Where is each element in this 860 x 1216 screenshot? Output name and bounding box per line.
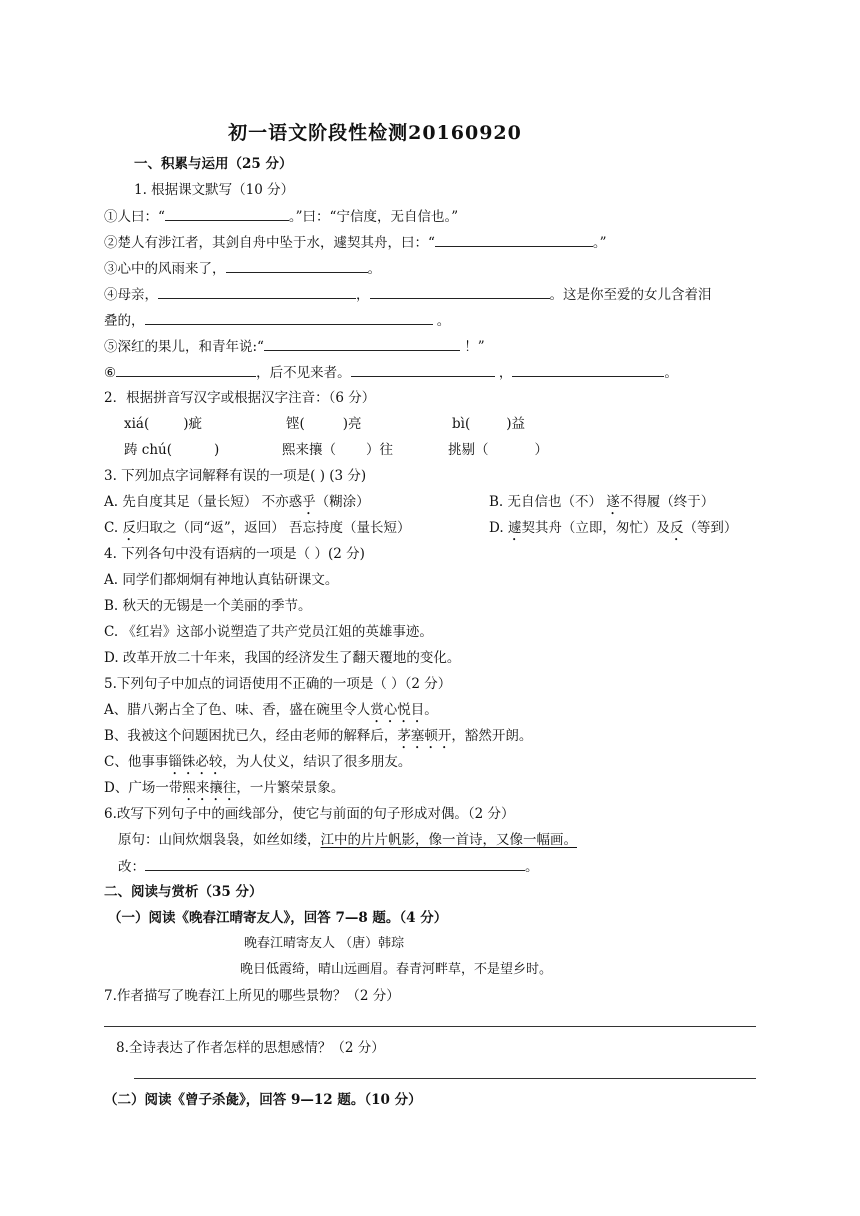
- text: ）: [534, 442, 548, 458]
- text: C.: [104, 520, 123, 536]
- answer-blank[interactable]: [351, 362, 495, 377]
- text: 。这是你至爱的女儿含着泪: [549, 287, 712, 303]
- text: A、腊八粥占全了色、味、香，盛在碗里令人: [104, 702, 371, 718]
- question-label: 8.全诗表达了作者怎样的思想感情？（2 分）: [116, 1040, 385, 1056]
- text: 。: [367, 261, 381, 277]
- text: 。: [525, 859, 539, 875]
- text: ，豁然开朗。: [451, 728, 533, 744]
- text: 熙来攘（: [282, 442, 336, 458]
- dotted-phrase: 茅塞顿开: [397, 728, 452, 744]
- question-label: 7.作者描写了晚春江上所见的哪些景物？（2 分）: [104, 988, 400, 1004]
- dotted-phrase: 锱铢必较: [168, 754, 223, 770]
- text: 。: [664, 365, 678, 381]
- dictation-line-6: [104, 362, 678, 383]
- text: ): [214, 442, 220, 458]
- text: 不得履（终于）: [619, 494, 715, 510]
- dotted-char: 反: [669, 520, 684, 536]
- option-c: [104, 518, 411, 544]
- question-label: 1. 根据课文默写（10 分）: [134, 182, 295, 198]
- dictation-line-5: [104, 336, 485, 357]
- text: ③心中的风雨来了，: [104, 261, 226, 277]
- page-title: 初一语文阶段性检测20160920: [228, 122, 522, 144]
- text: 。: [432, 313, 451, 329]
- revision-line: [118, 856, 539, 877]
- text: （糊涂）: [315, 494, 370, 510]
- text: ⑤深红的果儿，和青年说:“: [104, 339, 264, 355]
- pinyin-item: [452, 414, 525, 434]
- text: )益: [506, 416, 526, 432]
- dictation-line-2: [104, 232, 607, 253]
- question-label: 4. 下列各句中没有语病的一项是（ ）(2 分): [104, 546, 365, 562]
- text: )亮: [342, 416, 362, 432]
- answer-blank[interactable]: [370, 284, 550, 299]
- text: 契其舟（立即，匆忙）及: [521, 520, 670, 536]
- pinyin-item: [286, 414, 362, 434]
- original-sentence: [118, 830, 577, 850]
- answer-blank[interactable]: [165, 206, 289, 221]
- option-b: B. 秋天的无锡是一个美丽的季节。: [104, 598, 312, 614]
- text: 踌 chú(: [124, 442, 173, 458]
- text: D.: [489, 520, 508, 536]
- section-heading: 一、积累与运用（25 分）: [134, 156, 293, 172]
- text: B、我被这个问题困扰已久，经由老师的解释后，: [104, 728, 398, 744]
- text: ④母亲，: [104, 287, 158, 303]
- dictation-line-1: [104, 206, 458, 227]
- pinyin-item: [282, 440, 393, 460]
- answer-blank[interactable]: [116, 362, 256, 377]
- poem-title: 晚春江晴寄友人 （唐）韩琮: [244, 936, 405, 951]
- section-heading: 二、阅读与赏析（35 分）: [104, 884, 263, 900]
- dotted-char: 遽: [507, 520, 522, 536]
- text: )疵: [183, 416, 203, 432]
- pinyin-item: [124, 440, 219, 460]
- text: ，: [494, 365, 513, 381]
- text: ，为人仗义，结识了很多朋友。: [222, 754, 412, 770]
- text: bì(: [452, 416, 471, 432]
- question-label: 6.改写下列句子中的画线部分，使它与前面的句子形成对偶。（2 分）: [104, 806, 515, 822]
- question-label: 3. 下列加点字词解释有误的一项是( ) (3 分): [104, 468, 367, 484]
- text: （等到）: [683, 520, 738, 536]
- answer-blank[interactable]: [512, 362, 664, 377]
- option-a: A. 同学们都炯炯有神地认真钻研课文。: [104, 572, 339, 588]
- pinyin-item: [124, 414, 202, 434]
- dotted-phrase: 熙来攘往: [182, 780, 237, 796]
- dotted-phrase: 赏心悦目: [370, 702, 425, 718]
- dotted-char: 反: [122, 520, 136, 536]
- text: 。”: [592, 235, 607, 251]
- text: ，后不见来者。: [256, 365, 351, 381]
- option-a: [104, 492, 370, 518]
- dotted-char: 乎: [302, 494, 316, 510]
- text: ②楚人有涉江者，其剑自舟中坠于水，遽契其舟，曰：“: [104, 235, 435, 251]
- text: A. 先自度其足（量长短） 不亦惑: [104, 494, 303, 510]
- reading-heading: （一）阅读《晚春江晴寄友人》，回答 7—8 题。（4 分）: [108, 910, 448, 926]
- text: ，: [356, 287, 370, 303]
- text: 改：: [118, 859, 145, 875]
- text: xiá(: [124, 416, 150, 432]
- text: ，一片繁荣景象。: [236, 780, 345, 796]
- text: ⑥: [104, 365, 117, 381]
- text: ）往: [366, 442, 393, 458]
- answer-blank[interactable]: [264, 336, 460, 351]
- option-c: C. 《红岩》这部小说塑造了共产党员江姐的英雄事迹。: [104, 624, 433, 640]
- text: 。: [424, 702, 438, 718]
- reading-heading: （二）阅读《曾子杀彘》，回答 9—12 题。（10 分）: [104, 1092, 422, 1108]
- text: 铿(: [286, 416, 305, 432]
- question-label: 5.下列句子中加点的词语使用不正确的一项是（ ）（2 分）: [104, 676, 452, 692]
- text: 归取之（同“返”，返回） 吾忘持度（量长短）: [135, 520, 411, 536]
- answer-blank[interactable]: [158, 284, 356, 299]
- underlined-text: 江中的片片帆影，像一首诗，又像一幅画。: [320, 832, 577, 848]
- option-d: [489, 518, 737, 544]
- option-b: [489, 492, 714, 518]
- question-label: 2．根据拼音写汉字或根据汉字注音：（6 分）: [104, 390, 376, 406]
- text: ①人曰：“: [104, 209, 165, 225]
- dictation-line-4: [104, 284, 712, 305]
- option-c: [104, 752, 411, 778]
- text: D、广场一带: [104, 780, 183, 796]
- text: 原句：山间炊烟袅袅，如丝如缕，: [118, 832, 321, 848]
- text: ！”: [459, 339, 485, 355]
- dictation-line-3: [104, 258, 381, 279]
- dotted-char: 遂: [606, 494, 620, 510]
- option-d: D. 改革开放二十年来，我国的经济发生了翻天覆地的变化。: [104, 650, 461, 666]
- dictation-line-4-cont: [104, 310, 450, 331]
- option-d: [104, 778, 344, 804]
- text: 。”曰：“宁信度，无自信也。”: [288, 209, 459, 225]
- answer-line[interactable]: [134, 1078, 756, 1079]
- option-a: [104, 700, 438, 726]
- answer-blank[interactable]: [435, 232, 593, 247]
- text: 挑剔（: [448, 442, 489, 458]
- answer-blank[interactable]: [226, 258, 368, 273]
- answer-blank[interactable]: [145, 856, 525, 871]
- poem-text: 晚日低霞绮，晴山远画眉。春青河畔草，不是望乡时。: [240, 962, 553, 977]
- pinyin-item: [448, 440, 548, 460]
- text: C、他事事: [104, 754, 169, 770]
- answer-blank[interactable]: [145, 310, 433, 325]
- option-b: [104, 726, 532, 752]
- text: 叠的，: [104, 313, 145, 329]
- answer-line[interactable]: [104, 1026, 756, 1027]
- text: B. 无自信也（不）: [489, 494, 607, 510]
